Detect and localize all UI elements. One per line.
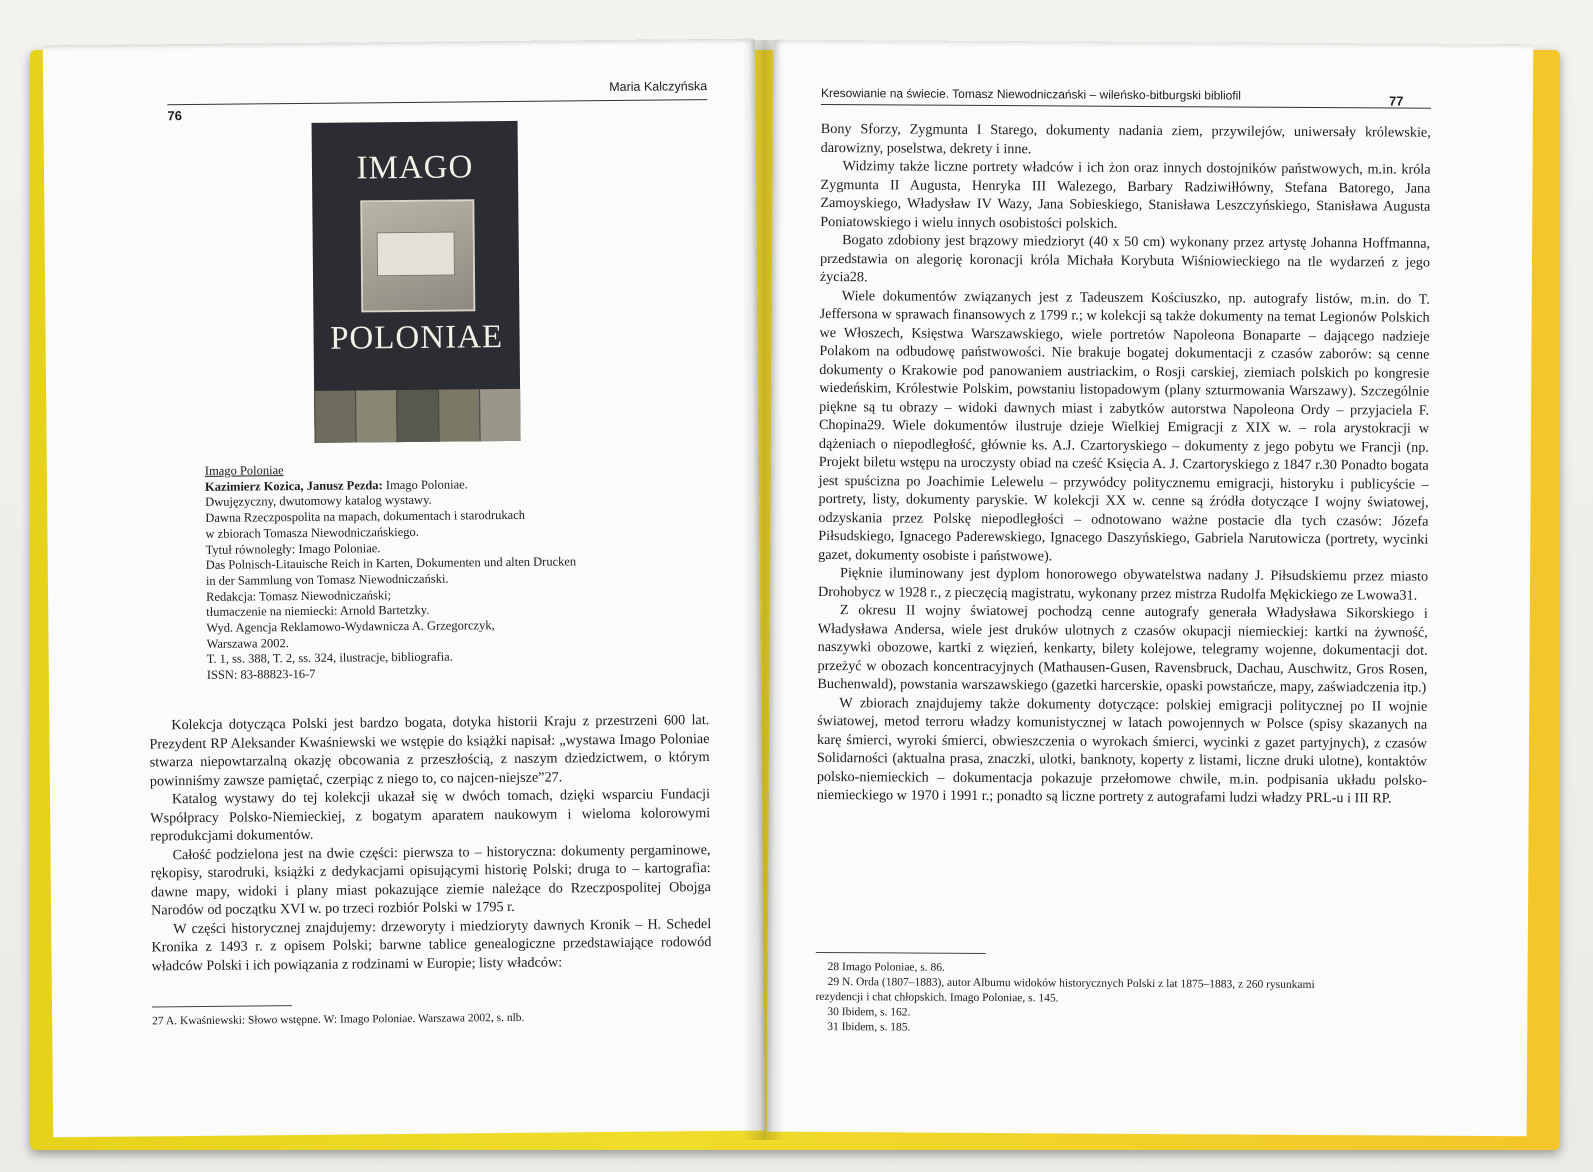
book-gutter <box>742 40 784 1140</box>
footnote-rule <box>816 952 986 954</box>
footnote-rule <box>152 1005 292 1007</box>
footnote-28: 28 Imago Poloniae, s. 86. <box>827 961 945 974</box>
footnotes <box>815 960 1315 1038</box>
image-caption <box>205 459 667 683</box>
left-body-text <box>149 711 711 975</box>
book-cover-image <box>312 121 521 443</box>
paragraph: Pięknie iluminowany jest dyplom honorowego obywatelstwa nadany J. Piłsudskiemu przez miasto Drohobycz w 1928 r., z pieczęcią magistratu, wykonany przez mistrza Rudolfa Mękickiego ze Lwowa31. <box>817 565 1429 604</box>
caption-line: in der Sammlung von Tomasz Niewodniczański. <box>205 571 449 588</box>
paragraph: Z okresu II wojny światowej pochodzą cenne autografy generała Władysława Sikorskiego i Władysława Andersa, wiele jest druków ulotnych z czasów okupacji niemieckiej: kartki na żywność, naszywki obozowe, kartki z więzień, kenkarty, bilety kolejowe, telegramy wojenne, dokumentacji dot. przeżyć w obozach koncentracyjnych (Mathausen-Gusen, Ravensbruck, Dachau, Auschwitz, Gros Rosen, Buchenwald), powstania warszawskiego (gazetki harcerskie, opaski powstańcze, mapy, zaświadczenia itp.) <box>817 602 1428 696</box>
paragraph: W zbiorach znajdujemy także dokumenty dotyczące: polskiej emigracji politycznej po II wojnie światowej, metod terroru władzy komunistycznej w latach powojennych w Polsce (spisy skazanych na karę śmierci, wyroki śmierci, obwieszczenia o wyrokach śmierci, wycinki z gazet partyjnych), z czasów Solidarności (aktualna prasa, znaczki, ulotki, banknoty, koperty z listami, liczne druki ulotne), kontaktów polsko-niemieckich – dokumentacja pokazuje przełomowe chwile, m.in. podpisania układu polsko-niemieckiego w 1970 i 1991 r.; ponadto są liczne portrety z autografami ludzi władzy PRL-u i III RP. <box>816 694 1428 807</box>
caption-line: w zbiorach Tomasza Niewodniczańskiego. <box>205 524 419 541</box>
paragraph: Bony Sforzy, Zygmunta I Starego, dokumenty nadania ziem, przywilejów, uniwersały królewskie, darowizny, poselstwa, dekrety i inne. <box>820 120 1431 157</box>
caption-line: Warszawa 2002. <box>206 635 289 651</box>
footnote <box>152 1011 524 1030</box>
paragraph: Całość podzielona jest na dwie części: pierwsza to – historyczna: dokumenty pergaminowe, rękopisy, starodruki, książki z dedykacjami opisującymi historię Polski; druga to – kartografia: dawne mapy, widoki i plany miast pokazujące ziemie należące do Rzeczpospolitej Obojga Narodów od początku XVI w. po trzeci rozbiór Polski w 1795 r. <box>150 841 711 919</box>
cover-title-top: IMAGO <box>356 149 474 187</box>
paragraph: W części historycznej znajdujemy: drzeworyty i miedzioryty dawnych Kronik – H. Schedel Kronika z 1493 r. z opisem Polski; barwne tablice genealogiczne przedstawiające rodowód władców Polski i ich powiązania z rodzinami w Europie; listy władców: <box>151 915 712 974</box>
cover-photo-strip <box>314 389 520 443</box>
caption-line: tłumaczenie na niemiecki: Arnold Bartetzky. <box>206 603 430 620</box>
paragraph: Wiele dokumentów związanych jest z Tadeuszem Kościuszko, np. autografy listów, m.in. do T. Jeffersona w sprawach finansowych z 1799 r.; w kolekcji są także dokumenty na temat Legionów Polskich we Włoszech, Księstwa Warszawskiego, wiele portretów Napoleona Bonaparte – dającego nadzieje Polakom na odbudowę państwowości. Nie brakuje bogatej dokumentacji z czasów zaborów: są cenne dokumenty o Krakowie pod panowaniem austriackim, o Rosji carskiej, ziemiach polskich po kongresie wiedeńskim, Królestwie Polskim, powstaniu listopadowym (plany szturmowania Warszawy). Szczególnie piękne są tu obrazy – widoki dawnych miast i zabytków autorstwa Napoleona Ordy – przyjaciela F. Chopina29. Wiele dokumentów ilustruje dzieje Wielkiej Emigracji z XIX w. – rola arystokracji w dążeniach o niepodległość, głównie ks. A.J. Czartoryskiego – dokumenty z jego pobytu we Francji (np. Projekt biletu wstępu na uroczysty obiad na cześć Księcia A. J. Czartoryskiego z 1847 r.30 Ponadto bogata jest spuścizna po Joachimie Lelewelu – przywódcy politycznemu emigracji, historyku i publicyście – portrety, listy, dokumenty paryskie. W kolekcji XX w. cenne są źródła dotyczące I wojny światowej, odzyskania przez Polskę niepodległości – odnotowano ważne postacie dla tych czasów: Józefa Piłsudskiego, Ignacego Paderewskiego, Ignacego Daszyńskiego, Gabriela Narutowicza (portrety, wycinki gazet, dokumenty osobiste i państwowe). <box>818 287 1430 564</box>
running-header-author: Maria Kalczyńska <box>609 79 708 95</box>
paragraph: Widzimy także liczne portrety władców i ich żon oraz innych dostojników państwowych, m.in. króla Zygmunta II Augusta, Henryka III Walezego, Barbary Radziwiłłówny, Stefana Batorego, Jana Zamoyskiego, Władysław IV Wazy, Jana Sobieskiego, Stanisława Leszczyńskiego, Stanisława Augusta Poniatowskiego i wielu innych osobistości polskich. <box>820 158 1431 232</box>
cover-title-bottom: POLONIAE <box>329 319 504 357</box>
caption-line: Wyd. Agencja Reklamowo-Wydawnicza A. Grzegorczyk, <box>206 618 495 635</box>
page-number: 76 <box>167 108 182 124</box>
footnote-29-cont: rezydencji i chat chłopskich. Imago Poloniae, s. 145. <box>815 990 1059 1005</box>
caption-title: Imago Poloniae <box>204 463 284 478</box>
right-body-text <box>817 120 1431 808</box>
caption-authors: Kazimierz Kozica, Janusz Pezda: <box>204 477 383 494</box>
paragraph: Katalog wystawy do tej kolekcji ukazał się w dwóch tomach, dzięki wsparciu Fundacji Współpracy Polsko-Niemieckiej, z bogatym aparatem naukowym i wieloma kolorowymi reprodukcjami dokumentów. <box>150 786 711 845</box>
cover-document-illustration <box>360 199 475 312</box>
right-page <box>767 40 1534 1137</box>
caption-line: Dawna Rzeczpospolita na mapach, dokumentach i starodrukach <box>205 507 526 526</box>
header-rule <box>821 104 1431 109</box>
footnote-29: 29 N. Orda (1807–1883), autor Albumu widoków historycznych Polski z lat 1875–1883, z 260 rysunkami <box>827 976 1315 992</box>
caption-line: Das Polnisch-Litauische Reich in Karten, Dokumenten und alten Drucken <box>205 554 577 573</box>
footnote-30: 30 Ibidem, s. 162. <box>827 1006 911 1019</box>
caption-line: Dwujęzyczny, dwutomowy katalog wystawy. <box>205 493 432 510</box>
caption-line: Redakcja: Tomasz Niewodniczański; <box>206 587 392 604</box>
caption-line: ISSN: 83-88823-16-7 <box>206 666 316 683</box>
header-rule <box>167 99 707 105</box>
left-page <box>43 39 765 1138</box>
footnote-31: 31 Ibidem, s. 185. <box>827 1021 911 1034</box>
caption-authors-rest: Imago Poloniae. <box>382 477 468 492</box>
paragraph: Bogato zdobiony jest brązowy miedzioryt (40 x 50 cm) wykonany przez artystę Johanna Hoffmanna, przedstawia on alegorię koronacji króla Michała Korybuta Wiśniowieckiego na tle wydarzeń z jego życia28. <box>819 232 1431 286</box>
paragraph: Kolekcja dotycząca Polski jest bardzo bogata, dotyka historii Kraju z przestrzeni 600 lat. Prezydent RP Aleksander Kwaśniewski we wstępie do książki napisał: „wystawa Imago Poloniae stwarza niepowtarzalną okazję obcowania z przeszłością, z naszym dziedzictwem, o którym powinniśmy zawsze pamiętać, czerpiąc z niego to, co najcen-niejsze”27. <box>149 712 710 789</box>
footnote-27: 27 A. Kwaśniewski: Słowo wstępne. W: Imago Poloniae. Warszawa 2002, s. nlb. <box>152 1011 525 1028</box>
page-number: 77 <box>1388 93 1404 109</box>
running-header-title: Kresowianie na świecie. Tomasz Niewodniczański – wileńsko-bitburgski bibliofil <box>820 85 1242 103</box>
caption-line: Tytuł równoległy: Imago Poloniae. <box>205 540 381 557</box>
caption-line: T. 1, ss. 388, T. 2, ss. 324, ilustracje, bibliografia. <box>206 649 453 667</box>
